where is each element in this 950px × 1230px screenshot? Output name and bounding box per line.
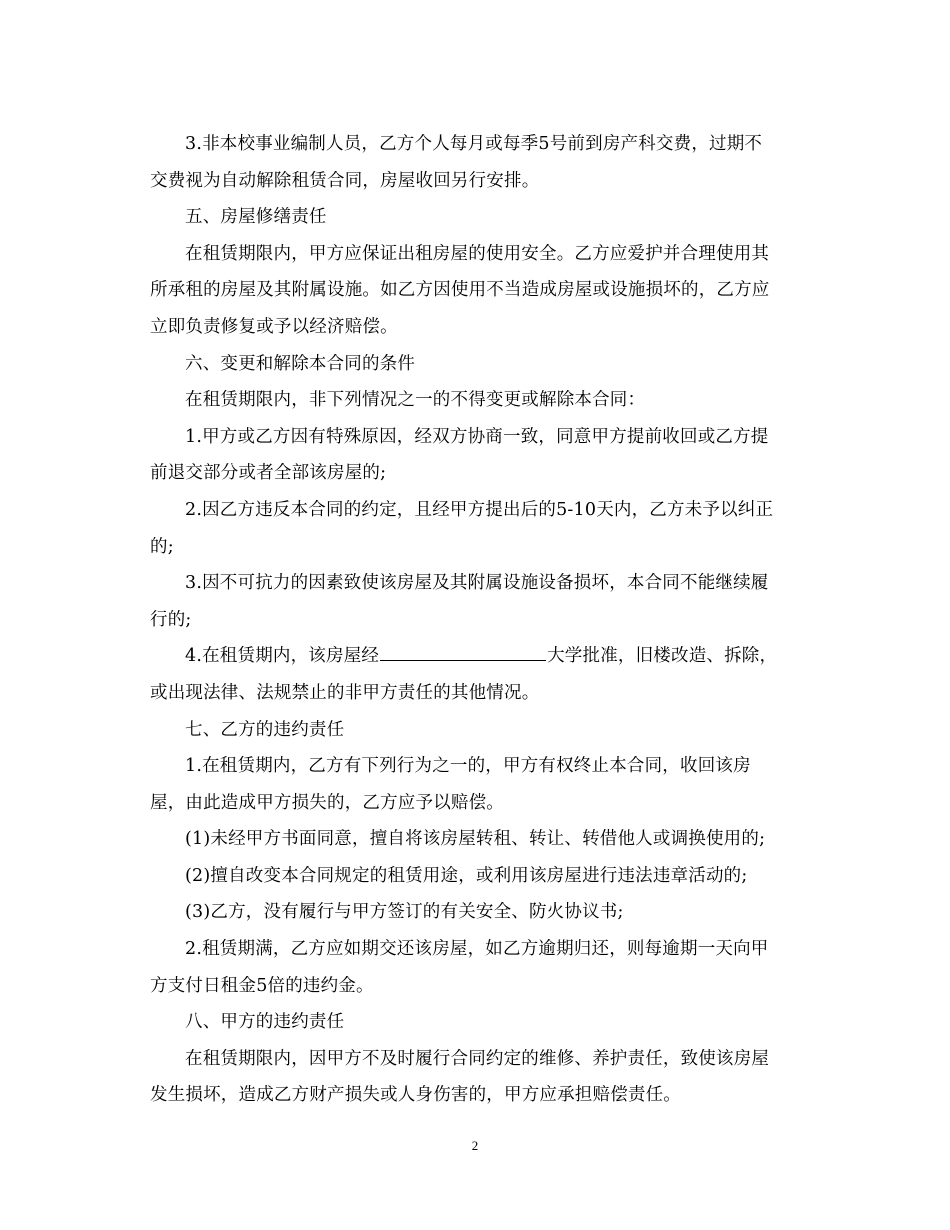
text-line: 七、乙方的违约责任 (185, 719, 345, 740)
text-line: 在租赁期限内，非下列情况之一的不得变更或解除本合同： (185, 390, 646, 411)
text-line: 行的; (150, 609, 192, 630)
text-line: 五、房屋修缮责任 (185, 207, 327, 228)
text-line: (3)乙方，没有履行与甲方签订的有关安全、防火协议书; (185, 902, 624, 923)
text-segment: 4.在租赁期内，该房屋经 (185, 646, 380, 667)
text-line-with-blank (150, 638, 810, 675)
page-number: 2 (471, 1138, 479, 1153)
text-line: 在租赁期限内，因甲方不及时履行合同约定的维修、养护责任，致使该房屋 (185, 1048, 770, 1069)
text-segment: 大学批准，旧楼改造、拆除， (547, 646, 778, 667)
text-line: 立即负责修复或予以经济赔偿。 (150, 316, 398, 337)
text-line: 在租赁期限内，甲方应保证出租房屋的使用安全。乙方应爱护并合理使用其 (185, 243, 770, 264)
text-line: 2.租赁期满，乙方应如期交还该房屋，如乙方逾期归还，则每逾期一天向甲 (185, 939, 769, 960)
document-body (150, 126, 810, 1114)
text-line: 发生损坏，造成乙方财产损失或人身伤害的，甲方应承担赔偿责任。 (150, 1085, 681, 1106)
text-line: 所承租的房屋及其附属设施。如乙方因使用不当造成房屋或设施损坏的，乙方应 (150, 280, 770, 301)
fill-in-blank (380, 642, 546, 661)
text-line: 1.甲方或乙方因有特殊原因，经双方协商一致，同意甲方提前收回或乙方提 (185, 426, 769, 447)
text-line: 3.因不可抗力的因素致使该房屋及其附属设施设备损坏，本合同不能继续履 (185, 573, 769, 594)
text-line: 六、变更和解除本合同的条件 (185, 353, 416, 374)
text-line: 屋，由此造成甲方损失的，乙方应予以赔偿。 (150, 792, 504, 813)
text-line: (2)擅自改变本合同规定的租赁用途，或利用该房屋进行违法违章活动的; (185, 865, 748, 886)
text-line: 或出现法律、法规禁止的非甲方责任的其他情况。 (150, 682, 540, 703)
text-line: 1.在租赁期内，乙方有下列行为之一的，甲方有权终止本合同，收回该房 (185, 756, 751, 777)
text-line: 3.非本校事业编制人员，乙方个人每月或每季5号前到房产科交费，过期不 (185, 134, 763, 154)
text-line: 2.因乙方违反本合同的约定，且经甲方提出后的5-10天内，乙方未予以纠正 (185, 499, 774, 520)
text-line: 八、甲方的违约责任 (185, 1012, 345, 1033)
text-line: 交费视为自动解除租赁合同，房屋收回另行安排。 (150, 170, 540, 191)
text-line: 的; (150, 536, 174, 557)
text-line: 前退交部分或者全部该房屋的; (150, 463, 387, 484)
text-line: (1)未经甲方书面同意，擅自将该房屋转租、转让、转借他人或调换使用的; (185, 829, 766, 850)
text-line: 方支付日租金5倍的违约金。 (150, 975, 374, 996)
